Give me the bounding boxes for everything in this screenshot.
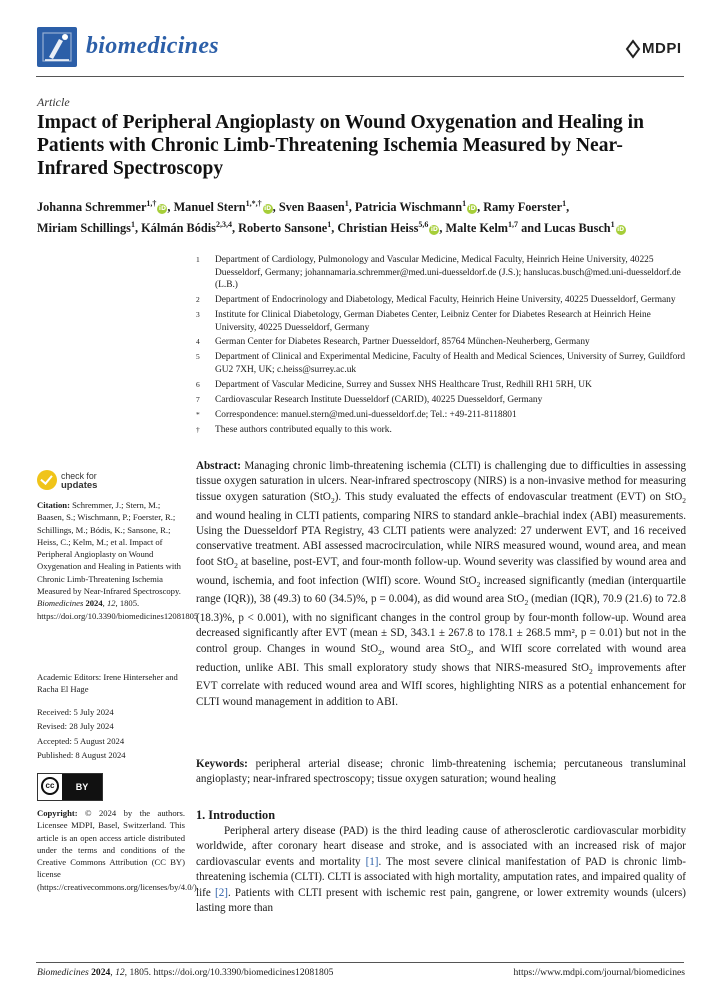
affiliation-text: Department of Vascular Medicine, Surrey and Sussex NHS Healthcare Trust, Redhill RH1 5RH, UK	[215, 379, 592, 390]
accepted-date: Accepted: 5 August 2024	[37, 735, 125, 746]
affiliation-number: 3	[196, 309, 200, 319]
abstract	[196, 459, 686, 710]
footer-volume: 12	[115, 967, 125, 978]
orcid-icon[interactable]: iD	[264, 205, 272, 213]
check-line1: check for	[61, 471, 97, 481]
article-title: Impact of Peripheral Angioplasty on Wound Oxygenation and Healing in Patients with Chronic Limb-Threatening Ischemia Measured by Near-Infrared Spectroscopy	[37, 112, 644, 179]
mdpi-logo[interactable]	[625, 37, 683, 61]
author-name[interactable]: Malte Kelm	[445, 221, 509, 236]
footer-doi[interactable]: , 1805. https://doi.org/10.3390/biomedicines12081805	[124, 967, 334, 978]
affiliation-item	[196, 254, 686, 292]
author-affiliation-sup: 1	[610, 220, 615, 230]
keywords-label: Keywords:	[196, 758, 248, 770]
author-separator: ,	[348, 200, 355, 215]
affiliation-number: 6	[196, 379, 200, 389]
affiliation-text: Cardiovascular Research Institute Duesseldorf (CARID), 40225 Duesseldorf, Germany	[215, 394, 543, 405]
author-name[interactable]: Patricia Wischmann	[354, 200, 463, 215]
section-heading: 1. Introduction	[196, 808, 276, 822]
author-affiliation-sup: 1,7	[508, 220, 519, 230]
citation-year: 2024	[85, 598, 103, 609]
reference-link[interactable]: [1]	[365, 855, 379, 868]
author-affiliation-sup: 1	[327, 220, 332, 230]
orcid-icon[interactable]: iD	[158, 205, 166, 213]
author-name[interactable]: Manuel Stern	[173, 200, 246, 215]
author-affiliation-sup: 5,6	[418, 220, 429, 230]
author-name[interactable]: Roberto Sansone	[238, 221, 328, 236]
author-affiliation-sup: 2,3,4	[215, 220, 232, 230]
sub: 2	[682, 496, 687, 506]
author-separator: and	[518, 221, 545, 236]
affiliation-item	[196, 424, 686, 437]
abstract-text-1: Managing chronic limb-threatening ischemia (CLTI) is challenging due to difficulties in assessing tissue oxygen saturation in ulcers. Near-infrared spectroscopy (NIRS) is a non-invasive method for measuring tissue oxygen saturation (StO	[196, 460, 686, 503]
affiliation-text: German Center for Diabetes Research, Partner Duesseldorf, 85764 München-Neuherberg, Germany	[215, 337, 590, 348]
affiliation-text: Institute for Clinical Diabetology, German Diabetes Center, Leibniz Center for Diabetes Research at Heinrich Heine University, 40225 Duesseldorf, Germany	[215, 309, 651, 333]
dates-block	[37, 705, 185, 763]
affiliations	[196, 254, 686, 438]
abstract-text-9: improvements after EVT correlate with reduced wound area and WIfI scores, highlighting NIRS as a potential enhancement for CLTI wound management in addition to ABI.	[196, 661, 686, 708]
author-name[interactable]: Lucas Busch	[544, 221, 611, 236]
keywords-text: peripheral arterial disease; chronic limb-threatening ischemia; percutaneous transluminal angioplasty; near-infrared spectroscopy; tissue oxygen saturation; wound healing	[196, 758, 686, 786]
footer-journal-url[interactable]: https://www.mdpi.com/journal/biomedicines	[513, 967, 685, 978]
citation-volume: 12	[106, 598, 116, 609]
intro-text-1: Peripheral artery disease (PAD) is the third leading cause of atherosclerotic cardiovascular morbidity worldwide, after coronary heart disease and stroke, and is associated with an increased risk of major cardiovascular events and mortality	[196, 825, 686, 868]
abstract-text-2: ). This study evaluated the effects of endovascular treatment (EVT) on StO	[334, 490, 683, 503]
copyright-block	[37, 807, 199, 893]
affiliation-number: *	[196, 409, 200, 419]
author-name[interactable]: Kálmán Bódis	[141, 221, 216, 236]
orcid-icon[interactable]: iD	[617, 226, 625, 234]
reference-link[interactable]: [2]	[215, 886, 228, 899]
sub: 2	[234, 561, 238, 571]
by-label: BY	[62, 774, 102, 800]
abstract-text-3: and wound healing in CLTI patients, comparing NIRS to standard ankle–brachial index (ABI) measurements. Using the Duesseldorf PTA Registry, 43 CLTI patients were analyzed: 27 underwent EVT, and 16 received conservative treatment. ABI assessed macrocirculation, while NIRS measured wound, wound area, and mean foot StO	[196, 509, 686, 568]
author-separator: ,	[272, 200, 279, 215]
editors-names: Irene Hinterseher and Racha El Hage	[37, 672, 178, 695]
citation-journal: Biomedicines	[37, 598, 84, 609]
affiliation-number: 5	[196, 352, 200, 362]
check-updates-icon	[37, 470, 57, 490]
affiliation-number: 7	[196, 394, 200, 404]
abstract-text-7: , wound area StO	[381, 642, 468, 655]
author-affiliation-sup: 1	[130, 220, 135, 230]
abstract-label: Abstract:	[196, 460, 241, 472]
footer-citation: Biomedicines 2024, 12, 1805. https://doi.org/10.3390/biomedicines12081805	[37, 967, 334, 978]
footer-rule	[36, 962, 684, 963]
journal-logo	[37, 27, 77, 67]
citation-label: Citation:	[37, 500, 70, 510]
published-date: Published: 8 August 2024	[37, 750, 126, 761]
affiliation-text: Department of Cardiology, Pulmonology and Vascular Medicine, Medical Faculty, Heinrich Heine University, 40225 Duesseldorf, Germany; johannamaria.schremmer@med.uni-duesseldorf.de (J.S.); hanslucas.busch@med.uni-duesseldorf.de (L.B.)	[215, 255, 681, 291]
sub: 2	[330, 496, 335, 506]
sub: 2	[476, 579, 481, 589]
sub: 2	[467, 648, 471, 658]
editors-label: Academic Editors:	[37, 672, 102, 682]
affiliation-number: 2	[196, 295, 200, 305]
affiliation-item	[196, 394, 686, 407]
affiliation-item	[196, 294, 686, 307]
abstract-text-5: increased significantly (median (interquartile range (IQR)), 38 (49.3) to 60 (34.5)%, p = 0.004), as did wound area StO	[196, 574, 686, 606]
flask-icon	[37, 27, 77, 67]
author-name[interactable]: Ramy Foerster	[483, 200, 563, 215]
abstract-text-4: at baseline, post-EVT, and four-month follow-up. Wound severity was classified by wound area and wound, ischemia, and foot infection (WIfI) score. Wound StO	[196, 555, 686, 587]
cc-icon: cc	[41, 777, 59, 795]
author-name[interactable]: Sven Baasen	[278, 200, 345, 215]
author-separator: ,	[167, 200, 174, 215]
citation-doi[interactable]: , 1805. https://doi.org/10.3390/biomedicines12081805	[37, 598, 199, 621]
author-separator: ,	[439, 221, 446, 236]
academic-editors	[37, 671, 185, 696]
check-for-updates-badge[interactable]	[37, 470, 147, 494]
abstract-text-6: (median (IQR), 70.9 (21.6) to 72.8 (18.3)%, p < 0.001), with no significant changes in the control group by four-month follow-up. Wound area decreased significantly after EVT (mean ± SD, 343.1 ± 267.8 to 178.1 ± 268.5 mm², p = 0.01) but not in the control group. Changes in wound StO	[196, 593, 686, 655]
received-date: Received: 5 July 2024	[37, 707, 114, 717]
affiliation-text: Correspondence: manuel.stern@med.uni-duesseldorf.de; Tel.: +49-211-8118801	[215, 409, 517, 420]
orcid-icon[interactable]: iD	[430, 226, 438, 234]
author-separator: ,	[331, 221, 338, 236]
footer-year: 2024	[91, 967, 111, 978]
affiliation-item	[196, 336, 686, 349]
orcid-icon[interactable]: iD	[468, 205, 476, 213]
copyright-text: © 2024 by the authors. Licensee MDPI, Basel, Switzerland. This article is an open access article distributed under the terms and conditions of the Creative Commons Attribution (CC BY) license (https://creativecommons.org/licenses/by/4.0/).	[37, 808, 199, 892]
mdpi-text: MDPI	[642, 40, 682, 57]
affiliation-item	[196, 309, 686, 334]
author-affiliation-sup: 1	[344, 199, 349, 208]
author-list: Johanna Schremmer$^{1,\dagger}$iD, Manuel Stern$^{1,*,\dagger}$iD, Sven Baasen$^1$, Patricia Wischmann$^1$iD, Ramy Foerster$^1$, Miriam Schillings$^1$, Kálmán Bódis$^{2,3,4}$, Roberto Sansone$^1$, Christian Heiss$^{5,6}$iD, Malte Kelm$^{1,7}$ and Lucas Busch$^1$iD	[37, 199, 625, 236]
affiliation-number: 1	[196, 255, 200, 264]
intro-text-3: . Patients with CLTI present with ischemic rest pain, gangrene, or lower extremity wounds (ulcers) lasting more than	[196, 886, 686, 915]
affiliation-text: Department of Clinical and Experimental Medicine, Faculty of Health and Medical Sciences, University of Surrey, Guildford GU2 7XH, UK; c.heiss@surrey.ac.uk	[215, 352, 686, 375]
author-name[interactable]: Miriam Schillings	[37, 221, 131, 236]
intro-text-2: . The most severe clinical manifestation of PAD is chronic limb-threatening ischemia (CLTI). CLTI is associated with high mortality, amputation rates, and impaired quality of life	[196, 855, 686, 899]
citation-text: Schremmer, J.; Stern, M.; Baasen, S.; Wischmann, P.; Foerster, R.; Schillings, M.; Bódis, K.; Sansone, R.; Heiss, C.; Kelm, M.; et al. Impact of Peripheral Angioplasty on Wound Oxygenation and Healing in Patients with Chronic Limb-Threatening Ischemia Measured by Near-Infrared Spectroscopy.	[37, 500, 181, 597]
author-affiliation-sup: 1	[462, 199, 467, 208]
affiliation-text: These authors contributed equally to this work.	[215, 424, 392, 435]
revised-date: Revised: 28 July 2024	[37, 721, 114, 732]
affiliation-item	[196, 409, 686, 422]
sub: 2	[588, 666, 593, 676]
author-separator: ,	[477, 200, 484, 215]
author-name[interactable]: Johanna Schremmer	[37, 200, 147, 215]
check-line2: updates	[61, 480, 98, 491]
citation-block: Citation: Schremmer, J.; Stern, M.; Baasen, S.; Wischmann, P.; Foerster, R.; Schillings, M.; Bódis, K.; Sansone, R.; Heiss, C.; Kelm, M.; et al. Impact of Peripheral Angioplasty on Wound Oxygenation and Healing in Patients with Chronic Limb-Threatening Ischemia Measured by Near-Infrared Spectroscopy. Biomedicines 2024, 12, 1805. https://doi.org/10.3390/biomedicines12081805	[37, 500, 199, 621]
affiliation-number: 4	[196, 337, 200, 347]
affiliation-item	[196, 351, 686, 376]
copyright-label: Copyright:	[37, 808, 78, 818]
intro-paragraph	[196, 824, 686, 917]
affiliation-text: Department of Endocrinology and Diabetology, Medical Faculty, Heinrich Heine University, 40225 Duesseldorf, Germany	[215, 295, 676, 306]
sub: 2	[524, 598, 529, 608]
cc-by-license-badge[interactable]	[37, 773, 103, 801]
affiliation-number: †	[196, 424, 200, 434]
footer-journal: Biomedicines	[37, 967, 89, 978]
author-separator: ,	[134, 221, 142, 236]
sub: 2	[378, 648, 382, 658]
journal-name[interactable]: biomedicines	[86, 33, 219, 59]
abstract-text-8: , and WIfI score correlated with wound area reduction, unlike ABI. This small exploratory study shows that NIRS-measured StO	[196, 642, 686, 674]
author-affiliation-sup: 1,†	[146, 199, 157, 208]
author-affiliation-sup: 1	[562, 199, 567, 208]
affiliation-item	[196, 379, 686, 392]
keywords	[196, 757, 686, 788]
article-type: Article	[37, 95, 70, 109]
author-separator: ,	[231, 221, 239, 236]
author-affiliation-sup: 1,*,†	[245, 199, 262, 208]
author-name[interactable]: Christian Heiss	[337, 221, 419, 236]
header-rule	[36, 76, 684, 77]
